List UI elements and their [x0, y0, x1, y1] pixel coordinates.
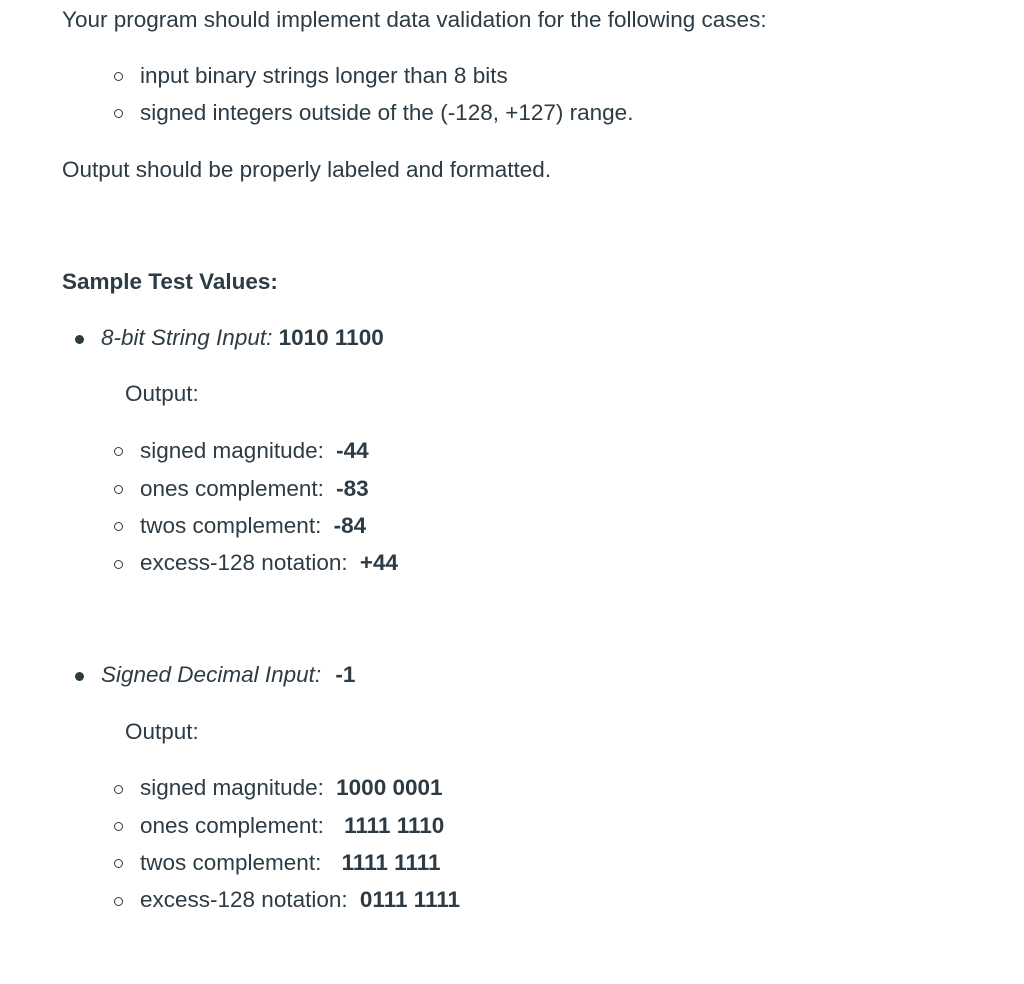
result-value: 1111 1110	[344, 813, 445, 838]
test-input-value: -1	[335, 662, 356, 687]
result-value: -83	[336, 476, 369, 501]
test-input-value: 1010 1100	[278, 325, 384, 350]
hollow-bullet-icon	[114, 72, 123, 81]
hollow-bullet-icon	[114, 522, 123, 531]
result-label: signed magnitude:	[140, 438, 324, 463]
result-label: twos complement:	[140, 850, 322, 875]
result-line	[140, 437, 369, 464]
result-value: +44	[359, 550, 399, 575]
output-note: Output should be properly labeled and formatted.	[62, 157, 552, 182]
result-value: 1000 0001	[336, 775, 443, 800]
hollow-bullet-icon	[114, 785, 123, 794]
result-line	[140, 886, 460, 913]
hollow-bullet-icon	[114, 897, 123, 906]
hollow-bullet-icon	[114, 560, 123, 569]
result-value: 1111 1111	[341, 850, 441, 875]
test-input-label: 8-bit String Input:	[101, 325, 273, 350]
output-label: Output:	[125, 381, 199, 406]
result-label: ones complement:	[140, 476, 324, 501]
result-label: signed magnitude:	[140, 775, 324, 800]
test-input-line	[101, 324, 384, 351]
result-line	[140, 475, 369, 502]
hollow-bullet-icon	[114, 822, 123, 831]
hollow-bullet-icon	[114, 447, 123, 456]
result-label: excess-128 notation:	[140, 550, 348, 575]
validation-case: signed integers outside of the (-128, +127) range.	[140, 100, 634, 125]
sample-heading: Sample Test Values:	[62, 269, 278, 294]
result-line	[140, 774, 443, 801]
hollow-bullet-icon	[114, 859, 123, 868]
validation-case: input binary strings longer than 8 bits	[140, 63, 508, 88]
result-label: excess-128 notation:	[140, 887, 348, 912]
hollow-bullet-icon	[114, 109, 123, 118]
intro-text: Your program should implement data validation for the following cases:	[62, 7, 767, 32]
result-label: ones complement:	[140, 813, 324, 838]
result-line	[140, 812, 444, 839]
bullet-icon	[75, 335, 84, 344]
result-value: -84	[333, 513, 367, 538]
result-line	[140, 549, 398, 576]
result-value: -44	[336, 438, 369, 463]
result-value: 0111 1111	[359, 887, 461, 912]
result-line	[140, 512, 366, 539]
hollow-bullet-icon	[114, 485, 123, 494]
test-input-label: Signed Decimal Input:	[101, 662, 322, 687]
result-line	[140, 849, 441, 876]
result-label: twos complement:	[140, 513, 322, 538]
output-label: Output:	[125, 719, 199, 744]
bullet-icon	[75, 672, 84, 681]
test-input-line	[101, 661, 355, 688]
